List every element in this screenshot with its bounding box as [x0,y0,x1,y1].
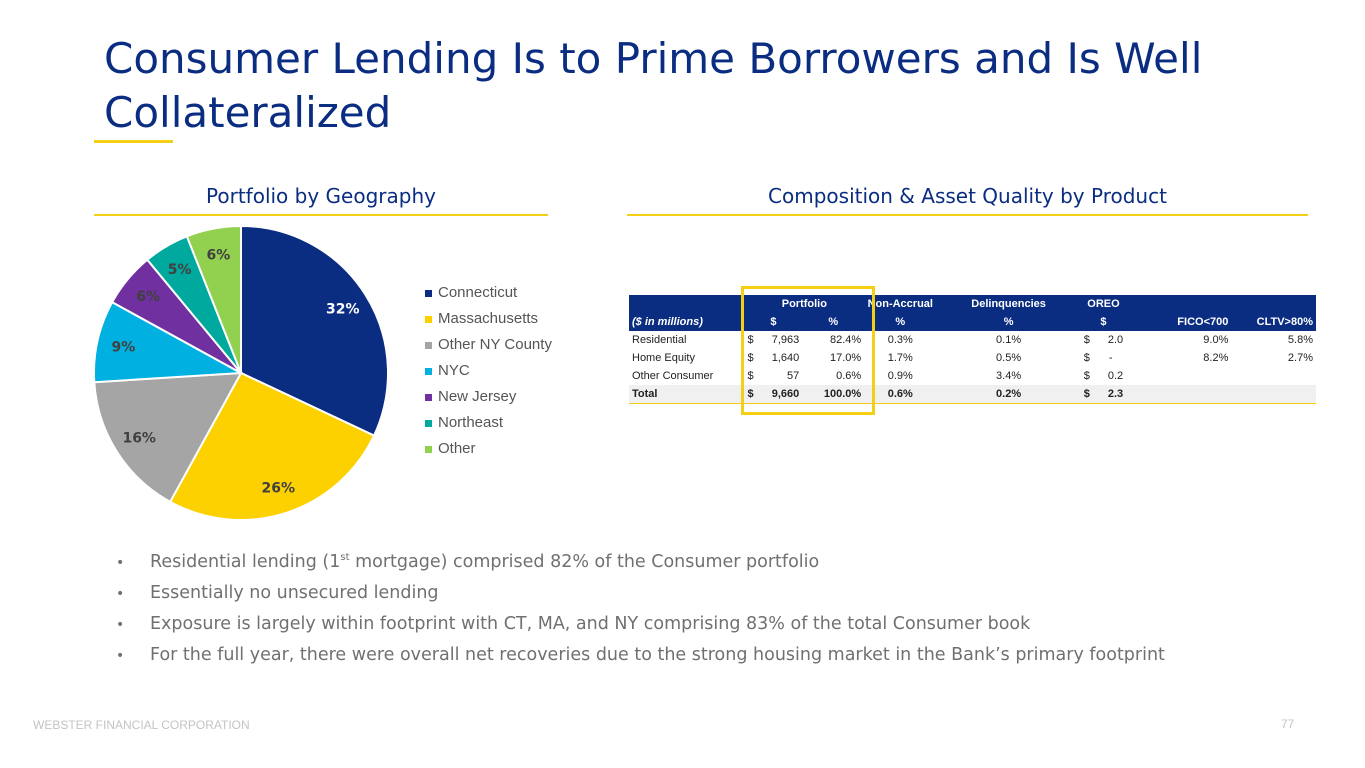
header-cell [1126,295,1231,313]
row-label: Residential [632,334,687,346]
bullet-item [116,578,1165,609]
legend-label: Connecticut [438,284,518,301]
pie-data-label: 9% [111,339,136,356]
footer-company: WEBSTER FINANCIAL CORPORATION [33,718,250,732]
oreo-amount: 2.0 [1107,334,1124,346]
oreo-amount: 0.2 [1107,370,1124,382]
fico-pct: 9.0% [1203,334,1229,346]
bullet-marker: • [116,648,125,664]
portfolio-amount: 9,660 [763,385,802,404]
non-accrual-pct: 1.7% [887,352,913,364]
header-cell [1231,295,1316,313]
header-cell [629,295,745,313]
non-accrual-pct: 0.6% [864,385,936,404]
delinquencies-pct: 0.2% [936,385,1080,404]
legend-swatch [425,368,432,375]
delinquencies-pct: 0.1% [996,334,1022,346]
legend-item [425,358,552,384]
table-group-header-row [629,295,1316,313]
header-fico: FICO<700 [1126,313,1231,331]
legend-swatch [425,290,432,297]
header-delinquencies: Delinquencies [936,295,1080,313]
portfolio-amount: 1,640 [771,352,800,364]
bullet-text: Residential lending (1 [150,552,341,572]
portfolio-pct: 17.0% [829,352,862,364]
pie-data-label: 32% [326,301,360,318]
header-oreo: OREO [1081,295,1126,313]
legend-swatch [425,446,432,453]
row-label: Home Equity [632,352,695,364]
currency-cell: $ [1083,370,1090,382]
bullet-item [116,547,1165,578]
legend-label: Massachusetts [438,310,539,327]
geography-heading: Portfolio by Geography [94,182,548,216]
bullet-text: Essentially no unsecured lending [150,583,439,603]
pie-data-label: 6% [206,247,231,264]
header-cltv: CLTV>80% [1231,313,1316,331]
bullet-marker: • [116,617,125,633]
pie-legend [425,280,552,462]
non-accrual-pct: 0.3% [887,334,913,346]
units-label: ($ in millions) [629,313,745,331]
currency-cell: $ [1083,352,1090,364]
page-title: Consumer Lending Is to Prime Borrowers and Is Well Collateralized [104,34,1203,137]
non-accrual-pct: 0.9% [887,370,913,382]
pie-data-label: 16% [122,430,156,447]
legend-label: Northeast [438,414,504,431]
legend-item [425,332,552,358]
legend-item [425,280,552,306]
row-label: Other Consumer [632,370,714,382]
bullet-marker: • [116,555,125,571]
oreo-amount: 2.3 [1095,385,1126,404]
bullet-text-cont: mortgage) comprised 82% of the Consumer portfolio [349,552,820,572]
table-row [629,349,1316,367]
legend-item [425,436,552,462]
pie-data-label: 5% [167,262,192,279]
cltv-pct: 2.7% [1287,352,1313,364]
row-label: Total [629,385,745,404]
legend-item [425,306,552,332]
currency-cell: $ [745,385,764,404]
geography-pie-chart [90,222,392,524]
currency-cell: $ [747,352,754,364]
bullet-list [116,547,1165,671]
header-delinquencies-pct: % [936,313,1080,331]
header-portfolio-amount: $ [745,313,803,331]
empty-cell [1126,385,1231,404]
header-portfolio: Portfolio [745,295,865,313]
bullet-superscript: st [340,552,350,564]
empty-cell [1231,385,1316,404]
bullet-marker: • [116,586,125,602]
currency-cell: $ [1081,385,1095,404]
legend-swatch [425,342,432,349]
header-portfolio-pct: % [802,313,864,331]
currency-cell: $ [747,370,754,382]
portfolio-pct: 100.0% [802,385,864,404]
cltv-pct [1231,367,1316,385]
portfolio-amount: 57 [787,370,800,382]
header-non-accrual: Non-Accrual [864,295,936,313]
delinquencies-pct: 3.4% [996,370,1022,382]
pie-data-label: 26% [261,480,296,497]
composition-heading: Composition & Asset Quality by Product [627,182,1308,216]
legend-label: NYC [438,362,470,379]
legend-label: Other [438,440,476,457]
portfolio-amount: 7,963 [771,334,800,346]
composition-table [629,295,1316,404]
currency-cell: $ [1083,334,1090,346]
portfolio-pct: 82.4% [829,334,862,346]
oreo-amount: - [1108,352,1113,364]
legend-item [425,384,552,410]
legend-swatch [425,420,432,427]
title-underline [94,140,173,143]
table-row [629,367,1316,385]
legend-item [425,410,552,436]
fico-pct [1126,367,1231,385]
legend-swatch [425,316,432,323]
header-non-accrual-pct: % [864,313,936,331]
legend-label: Other NY County [438,336,552,353]
legend-label: New Jersey [438,388,517,405]
bullet-text: Exposure is largely within footprint with CT, MA, and NY comprising 83% of the total Consumer book [150,614,1031,634]
bullet-item [116,609,1165,640]
pie-data-label: 6% [136,289,161,306]
page-number: 77 [1281,717,1295,731]
header-oreo-amount: $ [1081,313,1126,331]
table-total-row [629,385,1316,404]
currency-cell: $ [747,334,754,346]
cltv-pct: 5.8% [1287,334,1313,346]
delinquencies-pct: 0.5% [996,352,1022,364]
legend-swatch [425,394,432,401]
bullet-text: For the full year, there were overall net recoveries due to the strong housing market in the Bank’s primary footprint [150,645,1165,665]
bullet-item [116,640,1165,671]
fico-pct: 8.2% [1203,352,1229,364]
table-sub-header-row [629,313,1316,331]
portfolio-pct: 0.6% [836,370,862,382]
table-row [629,331,1316,349]
